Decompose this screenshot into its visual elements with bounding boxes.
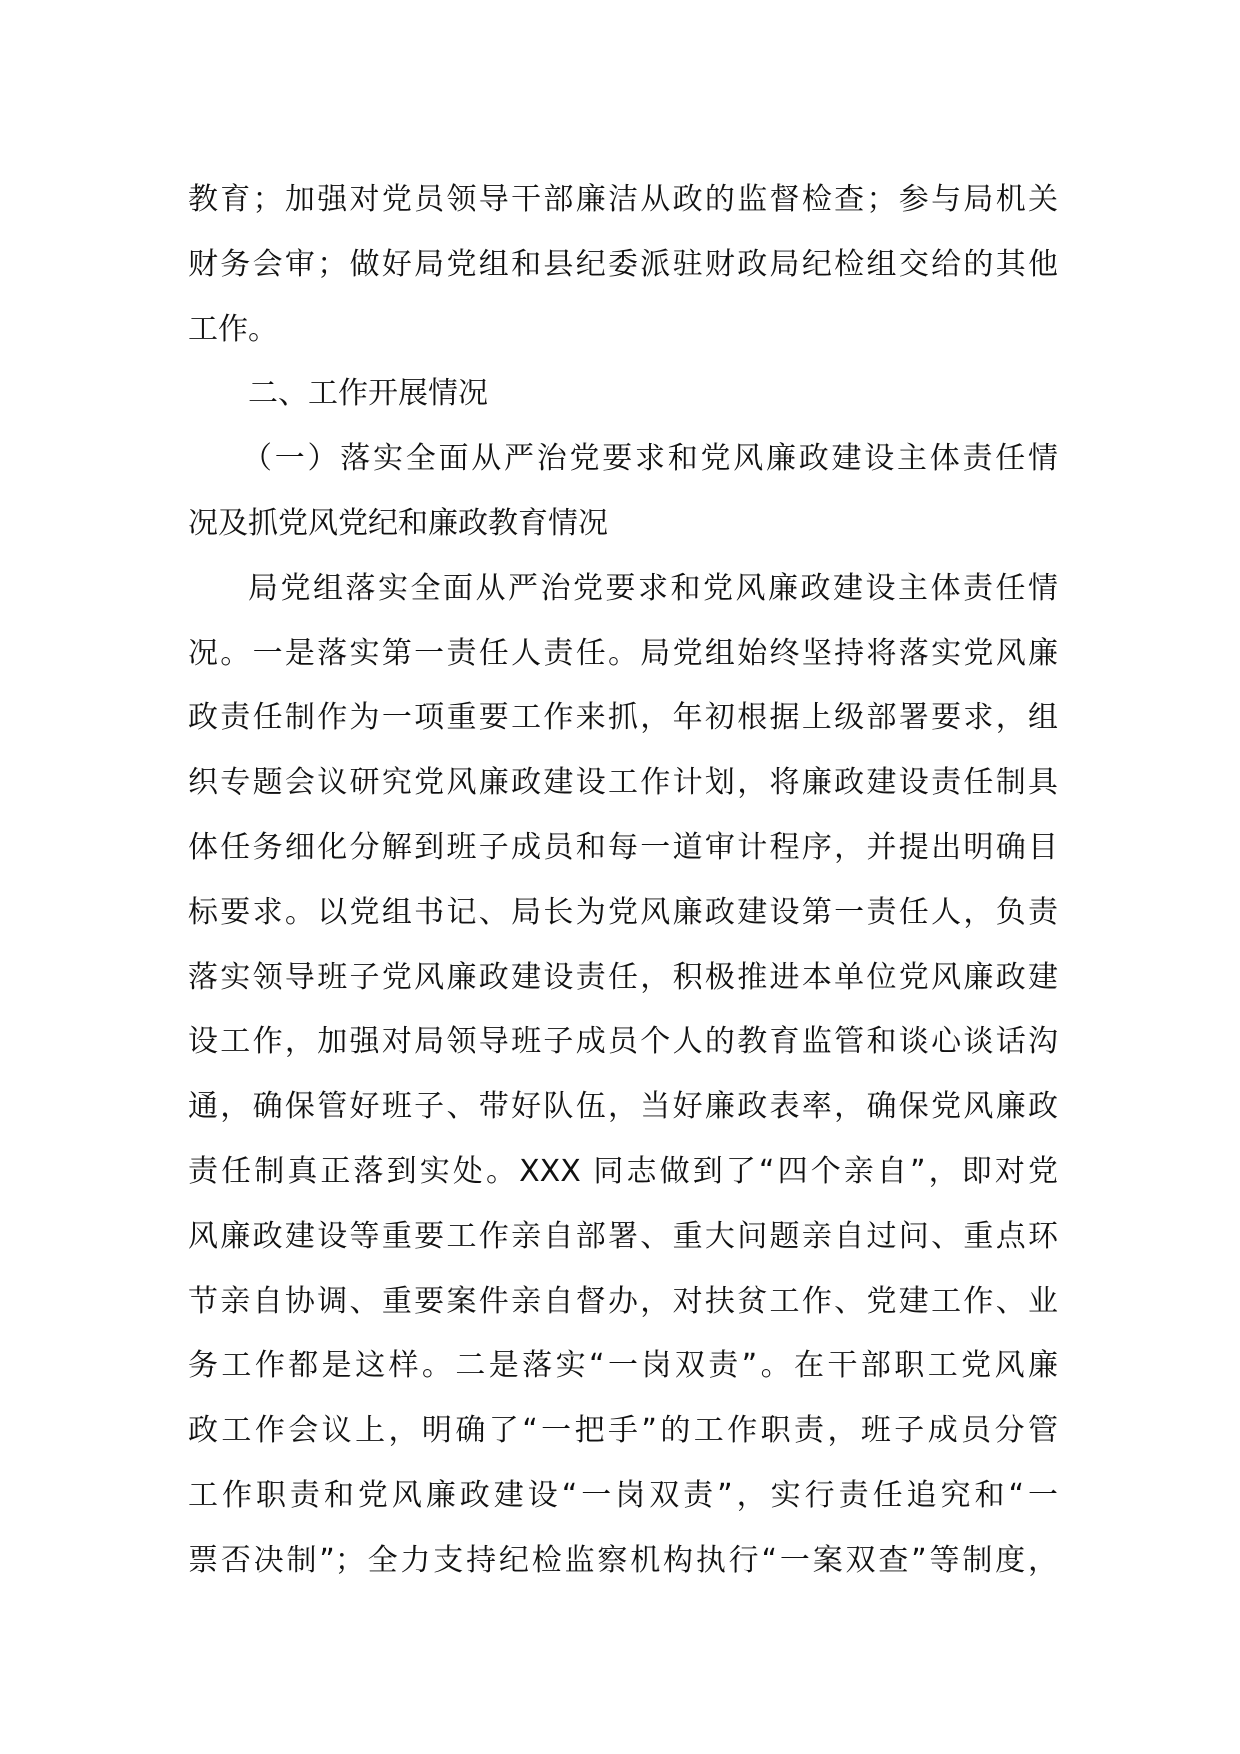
text-line: 况。一是落实第一责任人责任。局党组始终坚持将落实党风廉 [188, 635, 1058, 671]
text-line: 标要求。以党组书记、局长为党风廉政建设第一责任人，负责 [188, 894, 1058, 930]
text-line: 工作职责和党风廉政建设“一岗双责”，实行责任追究和“一 [188, 1477, 1058, 1513]
text-line: 教育；加强对党员领导干部廉洁从政的监督检查；参与局机关 [188, 182, 1058, 217]
text-line: 风廉政建设等重要工作亲自部署、重大问题亲自过问、重点环 [188, 1218, 1058, 1254]
text-line: 政责任制作为一项重要工作来抓，年初根据上级部署要求，组 [188, 700, 1058, 736]
text-line: 责任制真正落到实处。XXX 同志做到了“四个亲自”，即对党 [188, 1153, 1058, 1189]
text-line: 体任务细化分解到班子成员和每一道审计程序，并提出明确目 [188, 829, 1058, 865]
text-line: 票否决制”；全力支持纪检监察机构执行“一案双查”等制度， [188, 1542, 1058, 1578]
paragraph-start: 局党组落实全面从严治党要求和党风廉政建设主体责任情 [248, 570, 1058, 606]
text-line: 织专题会议研究党风廉政建设工作计划，将廉政建设责任制具 [188, 765, 1058, 801]
text-line: 设工作，加强对局领导班子成员个人的教育监管和谈心谈话沟 [188, 1024, 1058, 1060]
subsection-heading: （一）落实全面从严治党要求和党风廉政建设主体责任情 [242, 441, 1058, 477]
text-line: 节亲自协调、重要案件亲自督办，对扶贫工作、党建工作、业 [188, 1283, 1058, 1319]
text-line: 工作。 [188, 311, 278, 347]
text-line: 通，确保管好班子、带好队伍，当好廉政表率，确保党风廉政 [188, 1089, 1058, 1125]
text-line: 务工作都是这样。二是落实“一岗双责”。在干部职工党风廉 [188, 1348, 1058, 1384]
text-line: 财务会审；做好局党组和县纪委派驻财政局纪检组交给的其他 [188, 246, 1058, 282]
section-heading: 二、工作开展情况 [248, 376, 488, 412]
subsection-heading-continued: 况及抓党风党纪和廉政教育情况 [188, 505, 608, 541]
text-line: 政工作会议上，明确了“一把手”的工作职责，班子成员分管 [188, 1413, 1058, 1449]
text-line: 落实领导班子党风廉政建设责任，积极推进本单位党风廉政建 [188, 959, 1058, 995]
document-body [188, 168, 1058, 1594]
